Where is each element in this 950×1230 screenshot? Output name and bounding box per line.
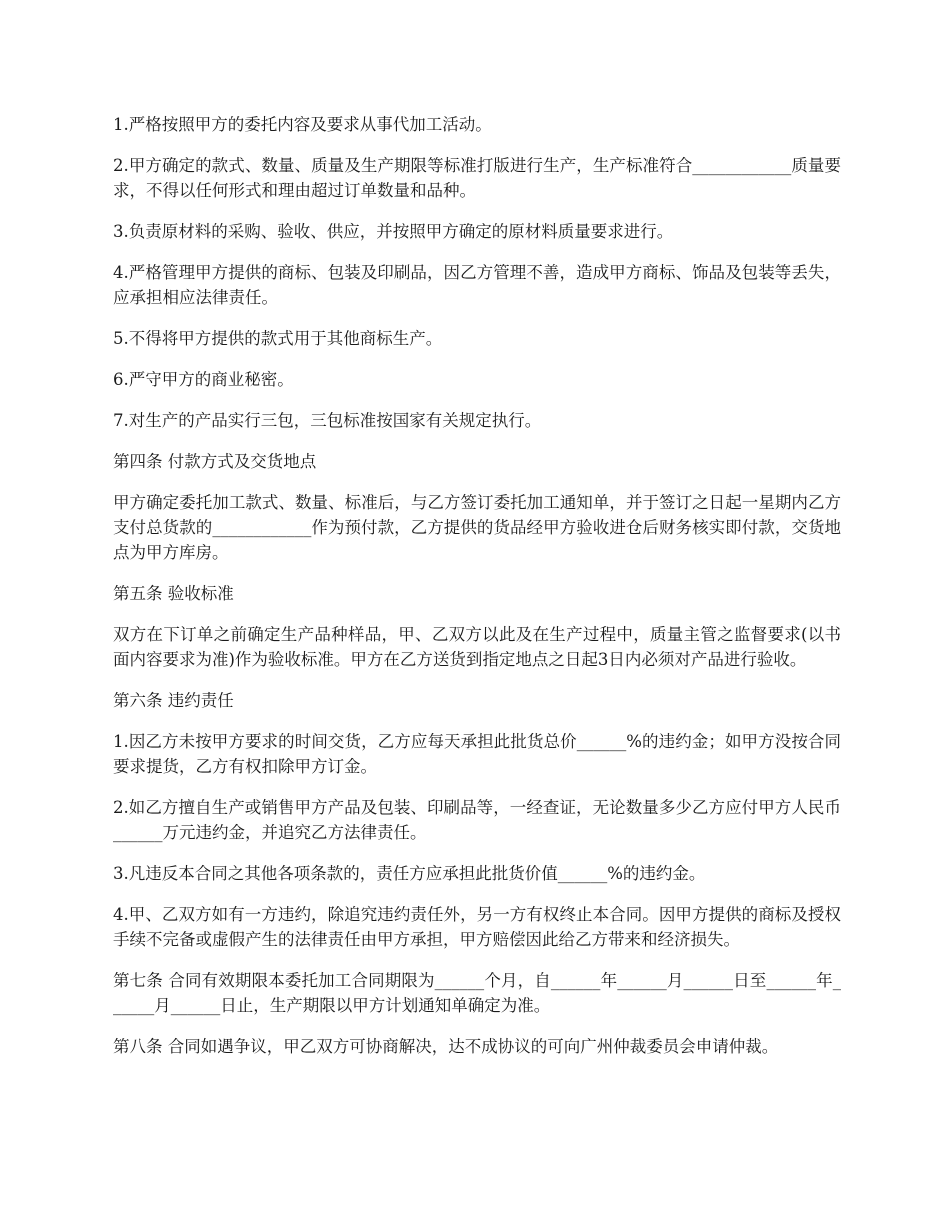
clause-2: 2.甲方确定的款式、数量、质量及生产期限等标准打版进行生产，生产标准符合____________质量要求，不得以任何形式和理由超过订单数量和品种。 bbox=[113, 156, 841, 200]
clause-3: 3.负责原材料的采购、验收、供应，并按照甲方确定的原材料质量要求进行。 bbox=[113, 222, 674, 241]
article-5-body: 双方在下订单之前确定生产品种样品，甲、乙双方以此及在生产过程中，质量主管之监督要求(以书面内容要求为准)作为验收标准。甲方在乙方送货到指定地点之日起3日内必须对产品进行验收。 bbox=[113, 625, 841, 669]
clause-7: 7.对生产的产品实行三包，三包标准按国家有关规定执行。 bbox=[113, 411, 542, 430]
article-4-heading: 第四条 付款方式及交货地点 bbox=[113, 452, 317, 471]
document-page bbox=[113, 112, 841, 1075]
clause-1: 1.严格按照甲方的委托内容及要求从事代加工活动。 bbox=[113, 115, 492, 134]
article-8: 第八条 合同如遇争议，甲乙双方可协商解决，达不成协议的可向广州仲裁委员会申请仲裁。 bbox=[113, 1037, 779, 1056]
article-6-item-1: 1.因乙方未按甲方要求的时间交货，乙方应每天承担此批货总价______%的违约金；如甲方没按合同要求提货，乙方有权扣除甲方订金。 bbox=[113, 732, 841, 776]
article-5-heading: 第五条 验收标准 bbox=[113, 584, 234, 603]
article-6-item-3: 3.凡违反本合同之其他各项条款的，责任方应承担此批货价值______%的违约金。 bbox=[113, 864, 706, 883]
article-6-item-2: 2.如乙方擅自生产或销售甲方产品及包装、印刷品等，一经查证，无论数量多少乙方应付甲方人民币______万元违约金，并追究乙方法律责任。 bbox=[113, 798, 841, 842]
article-7: 第七条 合同有效期限本委托加工合同期限为______个月，自______年______月______日至______年______月______日止，生产期限以甲方计划通知单确定为准。 bbox=[113, 971, 841, 1015]
article-6-item-4: 4.甲、乙双方如有一方违约，除追究违约责任外，另一方有权终止本合同。因甲方提供的商标及授权手续不完备或虚假产生的法律责任由甲方承担，甲方赔偿因此给乙方带来和经济损失。 bbox=[113, 905, 841, 949]
clause-6: 6.严守甲方的商业秘密。 bbox=[113, 370, 294, 389]
clause-4: 4.严格管理甲方提供的商标、包装及印刷品，因乙方管理不善，造成甲方商标、饰品及包装等丢失，应承担相应法律责任。 bbox=[113, 263, 841, 307]
article-4-body: 甲方确定委托加工款式、数量、标准后，与乙方签订委托加工通知单，并于签订之日起一星期内乙方支付总货款的____________作为预付款，乙方提供的货品经甲方验收进仓后财务核实即付款，交货地点为甲方库房。 bbox=[113, 493, 841, 562]
clause-5: 5.不得将甲方提供的款式用于其他商标生产。 bbox=[113, 329, 443, 348]
article-6-heading: 第六条 违约责任 bbox=[113, 691, 234, 710]
